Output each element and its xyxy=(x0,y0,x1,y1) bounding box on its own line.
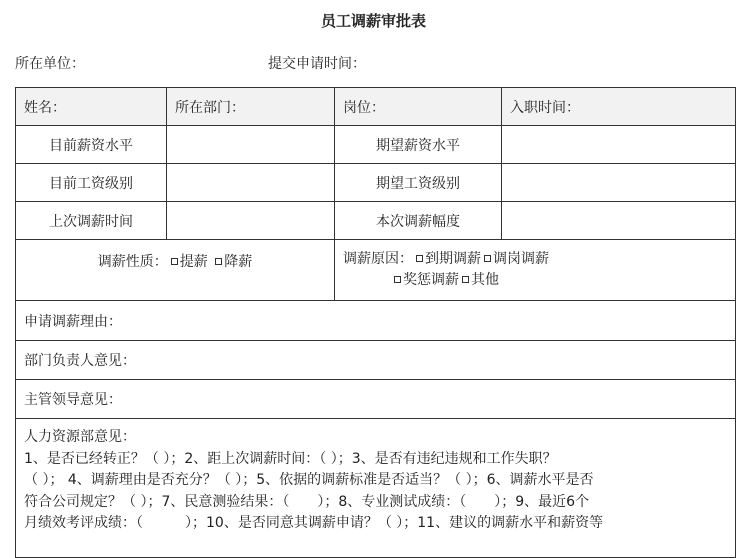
option: 奖惩调薪 xyxy=(403,272,459,288)
hr-line: （ ）； 4、调薪理由是否充分？（ ）；5、依据的调薪标准是否适当？（ ）；6、调薪水平是否 xyxy=(24,472,594,488)
position-cell[interactable]: 岗位： xyxy=(335,88,502,126)
value-cell[interactable] xyxy=(502,126,736,164)
option: 调岗调薪 xyxy=(493,251,549,267)
approval-table xyxy=(15,87,736,558)
nature-reason-row xyxy=(16,240,736,301)
hr-opinion-field[interactable] xyxy=(16,419,736,558)
checkbox[interactable] xyxy=(171,258,178,265)
table-row xyxy=(16,126,736,164)
table-row xyxy=(16,164,736,202)
option-cut: 降薪 xyxy=(224,254,253,270)
hr-line: 1、是否已经转正？（ ）；2、距上次调薪时间：（ ）；3、是否有违纪违规和工作失职？ xyxy=(24,450,557,467)
submit-time-label: 提交申请时间： xyxy=(268,56,366,72)
hr-line: 符合公司规定？（ ）；7、民意测验结果：（ ）；8、专业测试成绩：（ ）；9、最近6个 xyxy=(24,493,590,510)
hr-label: 人力资源部意见： xyxy=(24,429,136,445)
value-cell[interactable] xyxy=(167,202,335,240)
apply-reason-field[interactable]: 申请调薪理由： xyxy=(16,301,736,341)
value-cell[interactable] xyxy=(502,202,736,240)
checkbox[interactable] xyxy=(484,255,491,262)
option: 到期调薪 xyxy=(425,251,481,267)
value-cell[interactable] xyxy=(502,164,736,202)
unit-label: 所在单位： xyxy=(15,56,85,72)
checkbox[interactable] xyxy=(215,258,222,265)
nature-cell xyxy=(16,240,335,301)
checkbox[interactable] xyxy=(416,255,423,262)
hire-date-cell[interactable]: 入职时间： xyxy=(502,88,736,126)
value-cell[interactable] xyxy=(167,126,335,164)
row-label: 期望薪资水平 xyxy=(335,126,502,164)
reason-cell xyxy=(335,240,736,301)
row-label: 期望工资级别 xyxy=(335,164,502,202)
value-cell[interactable] xyxy=(167,164,335,202)
option-raise: 提薪 xyxy=(179,254,208,270)
row-label: 上次调薪时间 xyxy=(16,202,167,240)
checkbox[interactable] xyxy=(462,276,469,283)
table-row xyxy=(16,202,736,240)
option: 其他 xyxy=(471,272,499,288)
checkbox[interactable] xyxy=(394,276,401,283)
header-row xyxy=(16,88,736,126)
name-cell[interactable]: 姓名： xyxy=(16,88,167,126)
row-label: 本次调薪幅度 xyxy=(335,202,502,240)
reason-label: 调薪原因： xyxy=(343,251,413,267)
hr-line: 月绩效考评成绩：（ ）；10、是否同意其调薪申请？（ ）；11、建议的调薪水平和薪资等 xyxy=(24,515,604,531)
row-label: 目前工资级别 xyxy=(16,164,167,202)
row-label: 目前薪资水平 xyxy=(16,126,167,164)
nature-label: 调薪性质： xyxy=(97,254,168,270)
form-title: 员工调薪审批表 xyxy=(320,12,426,30)
dept-opinion-field[interactable]: 部门负责人意见： xyxy=(16,341,736,380)
department-cell[interactable]: 所在部门： xyxy=(167,88,335,126)
manager-opinion-field[interactable]: 主管领导意见： xyxy=(16,380,736,419)
